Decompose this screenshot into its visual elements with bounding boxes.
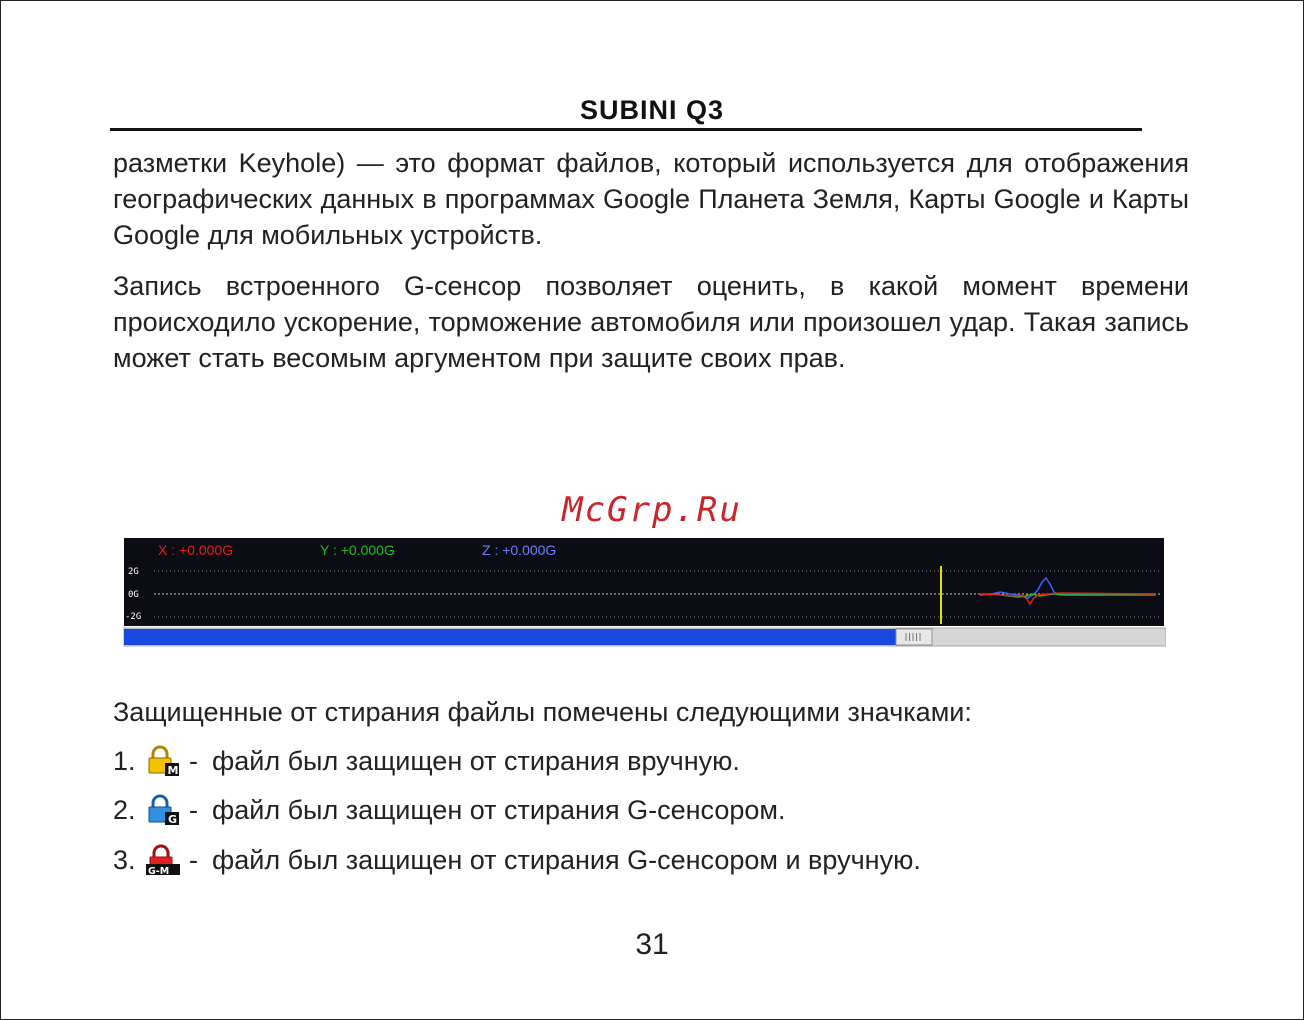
header-rule <box>110 128 1142 131</box>
list-item-text: файл был защищен от стирания G-сенсором. <box>212 795 786 825</box>
paragraph-kml: разметки Keyhole) — это формат файлов, который используется для отображения географических данных в программах Google Планета Земля, Карты Google и Карты Google для мобильных устройств. <box>113 148 1189 250</box>
tick-label-0g: 0G <box>128 590 139 600</box>
list-item-dash: - <box>189 795 198 825</box>
x-readout: X : +0.000G <box>158 542 234 558</box>
paragraph-gsensor: Запись встроенного G-сенсор позволяет оценить, в какой момент времени происходило ускорение, торможение автомобиля или произошел удар. Такая запись может стать весомым аргументом при защите своих прав. <box>113 271 1189 373</box>
lock-gsensor-icon <box>145 794 181 826</box>
list-item-number: 3. <box>113 845 136 875</box>
y-readout: Y : +0.000G <box>320 542 395 558</box>
list-item-number: 2. <box>113 795 136 825</box>
list-item <box>113 842 921 878</box>
lock-gsensor-manual-icon <box>145 844 181 876</box>
timeline-progress-fill <box>124 629 896 645</box>
page-number: 31 <box>635 928 669 961</box>
list-item <box>113 792 785 828</box>
svg-text:M: M <box>167 764 179 777</box>
page-title: SUBINI Q3 <box>579 95 725 125</box>
gsensor-background <box>124 538 1164 626</box>
tick-label-minus2g: -2G <box>125 612 142 622</box>
list-item-text: файл был защищен от стирания вручную. <box>212 746 740 776</box>
lock-manual-icon <box>145 745 181 777</box>
svg-text:G-M: G-M <box>148 866 170 876</box>
gsensor-graph-svg <box>120 538 1166 650</box>
list-item <box>113 743 740 779</box>
watermark: McGrp.Ru <box>562 490 742 530</box>
tick-label-2g: 2G <box>128 567 139 577</box>
gsensor-graph <box>120 538 1166 650</box>
z-readout: Z : +0.000G <box>482 542 557 558</box>
list-item-dash: - <box>189 845 198 875</box>
list-item-text: файл был защищен от стирания G-сенсором и вручную. <box>212 845 921 875</box>
protected-files-intro: Защищенные от стирания файлы помечены следующими значками: <box>113 697 972 727</box>
list-item-number: 1. <box>113 746 136 776</box>
list-item-dash: - <box>189 746 198 776</box>
timeline-scroll-thumb[interactable] <box>896 629 932 645</box>
svg-text:G: G <box>168 813 178 826</box>
